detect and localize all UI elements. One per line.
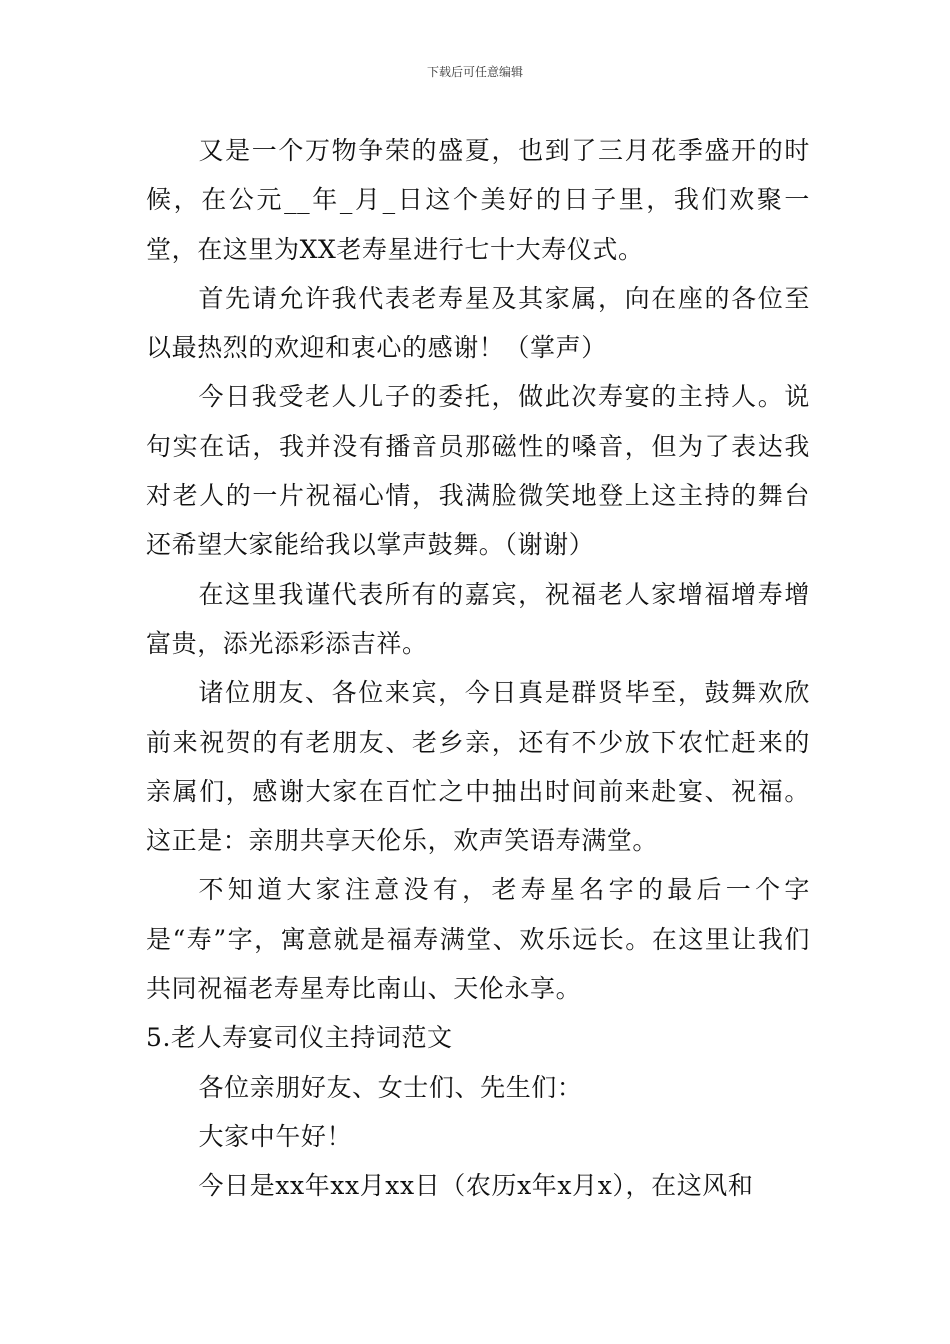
page-header: 下载后可任意编辑 [426, 65, 523, 79]
paragraph-guests-thanks: 诸位朋友、各位来宾，今日真是群贤毕至，鼓舞欢欣前来祝贺的有老朋友、老乡亲，还有不少放下农忙赶来的亲属们，感谢大家在百忙之中抽出时间前来赴宴、祝福。这正是：亲朋共享天伦乐，欢声笑语寿满堂。 [146, 678, 810, 856]
paragraph-blessing: 在这里我谨代表所有的嘉宾，祝福老人家增福增寿增富贵，添光添彩添吉祥。 [146, 579, 810, 658]
paragraph-salutation: 各位亲朋好友、女士们、先生们： [198, 1072, 583, 1102]
paragraph-opening: 又是一个万物争荣的盛夏，也到了三月花季盛开的时候，在公元__年_月_日这个美好的日子里，我们欢聚一堂，在这里为XX老寿星进行七十大寿仪式。 [146, 136, 810, 264]
paragraph-welcome: 首先请允许我代表老寿星及其家属，向在座的各位至以最热烈的欢迎和衷心的感谢！（掌声） [146, 283, 810, 363]
paragraph-name-meaning: 不知道大家注意没有，老寿星名字的最后一个字是“寿”字，寓意就是福寿满堂、欢乐远长。在这里让我们共同祝福老寿星寿比南山、天伦永享。 [146, 875, 810, 1004]
paragraph-date: 今日是xx年xx月xx日（农历x年x月x），在这风和 [198, 1171, 754, 1201]
document-body [146, 126, 810, 1211]
section-heading: 5.老人寿宴司仪主持词范文 [146, 1023, 453, 1053]
paragraph-host-intro: 今日我受老人儿子的委托，做此次寿宴的主持人。说句实在话，我并没有播音员那磁性的嗓音，但为了表达我对老人的一片祝福心情，我满脸微笑地登上这主持的舞台还希望大家能给我以掌声鼓舞。（谢谢） [146, 382, 810, 560]
paragraph-greeting: 大家中午好！ [198, 1121, 353, 1151]
